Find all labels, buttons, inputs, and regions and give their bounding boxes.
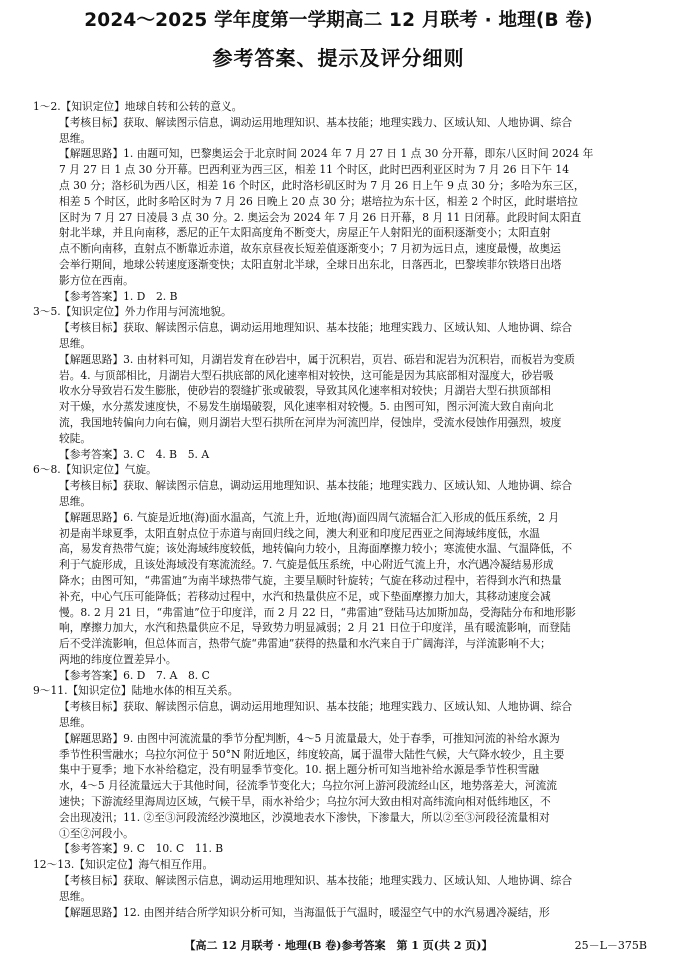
body-line: 收水分导致岩石发生膨胀，使砂岩的裂缝扩张或破裂，导致其风化速率相对较快；月湖岩大型石拱顶部相 [59,384,551,398]
answer-body [33,99,647,920]
body-line: 【解题思路】12. 由图并结合所学知识分析可知，当海温低于气温时，暖湿空气中的水汽易遇冷凝结，形 [59,905,550,919]
body-line: 射北半球，并且向南移，悉尼的正午太阳高度角不断变大，房屋正午人射阳光的面积逐渐变小；太阳直射 [59,226,551,240]
body-line: 响，摩擦力加大，水汽和热量供应不足，导致势力明显减弱；2 月 21 日位于印度洋，虽有暖流影响，而登陆 [59,621,571,635]
body-line: 岩。4. 与顶部相比，月湖岩大型石拱底部的风化速率相对较快，这可能是因为其底部相对湿度大，砂岩吸 [59,368,554,382]
body-line: 【参考答案】6. D 7. A 8. C [59,668,210,682]
body-line: 【考核目标】获取、解读图示信息，调动运用地理知识、基本技能；地理实践力、区域认知、人地协调、综合 [59,874,573,888]
body-line: 初是南半球夏季，太阳直射点位于赤道与南回归线之间，澳大利亚和印度尼西亚之间海域纬度低，水温 [59,526,540,540]
body-line: 对干燥，水分蒸发速度快，不易发生崩塌破裂，风化速率相对较慢。5. 由图可知，图示河流大致自南向北 [59,400,554,414]
body-line: 慢。8. 2 月 21 日，“弗雷迪”位于印度洋，而 2 月 22 日，“弗雷迪”登陆马达加斯加岛，受海陆分布和地形影 [59,605,576,619]
body-line: ①至②河段小。 [59,826,134,840]
body-line: 思维。 [59,131,92,145]
body-line: 【解题思路】3. 由材料可知，月湖岩发育在砂岩中，属于沉积岩，页岩、砾岩和泥岩为沉积岩，而板岩为变质 [59,352,575,366]
body-line: 会举行期间，地球公转速度逐渐变快；太阳直射北半球，全球日出东北，日落西北，巴黎埃菲尔铁塔日出塔 [59,257,562,271]
body-line: 7 月 27 日 1 点 30 分开幕。巴西利亚为西三区，相差 11 个时区，此时巴西利亚区时为 7 月 26 日下午 14 [59,163,570,177]
body-line: 【参考答案】3. C 4. B 5. A [59,447,210,461]
body-line: 集中于夏季；地下水补给稳定，没有明显季节变化。10. 据上题分析可知当地补给水源是季节性积雪融 [59,763,539,777]
body-line: 思维。 [59,716,92,730]
section-heading: 1～2.【知识定位】地球自转和公转的意义。 [33,100,243,113]
body-line: 水，4～5 月径流量远大于其他时间，径流季节变化大；乌拉尔河上游河段流经山区，地势落差大，河流流 [59,779,557,793]
body-line: 【参考答案】1. D 2. B [59,289,178,303]
body-line: 【解题思路】6. 气旋是近地(海)面水温高，气流上升，近地(海)面四周气流辐合汇入形成的低压系统，2 月 [59,510,560,524]
section-heading: 9～11.【知识定位】陆地水体的相互关系。 [33,684,239,698]
document-subtitle: 参考答案、提示及评分细则 [212,46,465,70]
section-heading: 3～5.【知识定位】外力作用与河流地貌。 [33,305,232,319]
body-line: 补充，中心气压可能降低；若移动过程中，水汽和热量供应不足，或下垫面摩擦力加大，其移动速度会减 [59,589,551,603]
body-line: 【解题思路】1. 由题可知，巴黎奥运会于北京时间 2024 年 7 月 27 日 1 点 30 分开幕，即东八区时间 2024 年 [59,147,594,161]
body-line: 影方位在西南。 [59,273,134,287]
body-line: 相差 5 个时区，此时多哈区时为 7 月 26 日晚上 20 点 30 分；堪培拉为东十区，相差 2 个时区，此时堪培拉 [59,194,578,208]
document-title: 2024～2025 学年度第一学期高二 12 月联考 · 地理(B 卷) [84,10,593,31]
body-line: 会出现凌汛；11. ②至③河段流经沙漠地区，沙漠地表水下渗快，下渗量大，所以②至③河段径流量相对 [59,810,550,824]
body-line: 流，我国地转偏向力向右偏，则月湖岩大型石拱所在河岸为河流凹岸，侵蚀岸，受流水侵蚀作用强烈，坡度 [59,415,562,429]
body-line: 高，易发育热带气旋；该处海域纬度较低，地转偏向力较小，且海面摩擦力较小；寒流使水温、气温降低，不 [59,542,573,556]
body-line: 【解题思路】9. 由图中河流流量的季节分配判断，4～5 月流量最大，处于春季，可推知河流的补给水源为 [59,731,560,745]
body-line: 思维。 [59,494,92,508]
footer-code: 25－L－375B [574,939,647,952]
body-line: 【考核目标】获取、解读图示信息，调动运用地理知识、基本技能；地理实践力、区域认知、人地协调、综合 [59,479,573,493]
body-line: 区时为 7 月 27 日凌晨 3 点 30 分。2. 奥运会为 2024 年 7 月 26 日开幕，8 月 11 日闭幕。此段时间太阳直 [59,210,582,224]
body-line: 思维。 [59,336,92,350]
body-line: 点 30 分；洛杉矶为西八区，相差 16 个时区，此时洛杉矶区时为 7 月 26 日上午 9 点 30 分；多哈为东三区， [59,178,585,192]
body-line: 【参考答案】9. C 10. C 11. B [59,842,224,856]
body-line: 季节性积雪融水；乌拉尔河位于 50°N 附近地区，纬度较高，属于温带大陆性气候，大气降水较少，且主要 [59,747,565,761]
section-heading: 6～8.【知识定位】气旋。 [33,463,157,477]
body-line: 降水；由图可知，“弗雷迪”为南半球热带气旋，主要呈顺时针旋转；气旋在移动过程中，若得到水汽和热量 [59,573,562,587]
body-line: 【考核目标】获取、解读图示信息，调动运用地理知识、基本技能；地理实践力、区域认知、人地协调、综合 [59,321,573,335]
body-line: 思维。 [59,889,92,903]
body-line: 较陡。 [59,431,92,445]
body-line: 速快；下游流经里海周边区域，气候干旱，雨水补给少；乌拉尔河大致由相对高纬流向相对低纬地区，不 [59,795,551,809]
body-line: 点不断向南移，直射点不断靠近赤道，故东京昼夜长短差值逐渐变小；7 月初为远日点，速度最慢，故奥运 [59,242,561,256]
body-line: 利于气旋形成，且该处海域没有寒流流经。7. 气旋是低压系统，中心附近气流上升，水汽遇冷凝结易形成 [59,558,554,572]
body-line: 两地的纬度位置差异小。 [59,652,177,666]
body-line: 【考核目标】获取、解读图示信息，调动运用地理知识、基本技能；地理实践力、区域认知、人地协调、综合 [59,115,573,129]
footer-page-info: 【高二 12 月联考 · 地理(B 卷)参考答案 第 1 页(共 2 页)】 [184,939,493,952]
body-line: 后不受洋流影响，但总体而言，热带气旋“弗雷迪”获得的热量和水汽来自于广阔海洋，与洋流影响不大； [59,637,551,651]
section-heading: 12～13.【知识定位】海气相互作用。 [33,858,214,872]
body-line: 【考核目标】获取、解读图示信息，调动运用地理知识、基本技能；地理实践力、区域认知、人地协调、综合 [59,700,573,714]
